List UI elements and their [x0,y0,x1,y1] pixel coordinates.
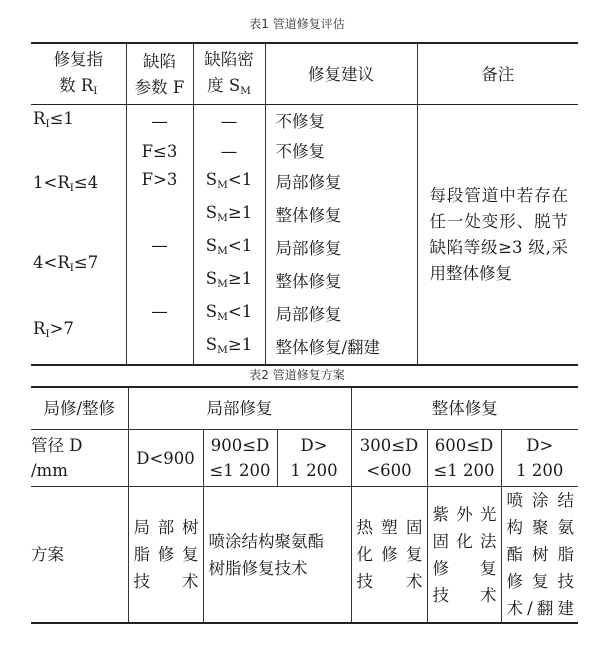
s-cell: $S_M\ge 1$ [193,331,265,365]
diameter-cell: 300≤D <600 [351,430,427,487]
f-cell: — [126,232,193,298]
advice-cell: 不修复 [265,138,417,166]
plan-cell: 局部树 脂修复 技术 [128,487,203,624]
whole-repair-header: 整体修复 [351,387,578,430]
plan-cell: 热塑固 化修复 技术 [351,487,427,624]
ri-cell: $1<R_I\le 4$ [33,172,99,194]
diameter-cell: 600≤D ≤1 200 [427,430,501,487]
table-row [31,487,578,624]
advice-cell: 局部修复 [265,298,417,331]
plan-label: 方案 [31,487,128,624]
header-remark: 备注 [417,43,578,105]
ri-cell: $4<R_I\le 7$ [33,252,99,274]
plan-cell: 喷涂结 构聚氨 酯树脂 修复技 术/翻建 [501,487,578,624]
s-cell: $S_M\ge 1$ [193,199,265,232]
s-cell: $S_M<1$ [193,232,265,265]
f-cell: F>3 [126,166,193,232]
advice-cell: 整体修复 [265,199,417,232]
local-repair-header: 局部修复 [128,387,351,430]
f-cell: F≤3 [126,138,193,166]
header-defect-param: 缺陷 参数 F [126,43,193,105]
table-row [31,430,578,487]
repair-type-label: 局修/整修 [31,387,128,430]
table1-caption: 表1 管道修复评估 [249,17,345,31]
repair-plan-table [31,386,578,624]
diameter-cell: 900≤D ≤1 200 [203,430,277,487]
plan-cell: 紫外光 固化法 修 复 技术 [427,487,501,624]
header-repair-index: 修复指 数 $R_I$ [31,43,126,105]
advice-cell: 局部修复 [265,232,417,265]
advice-cell: 整体修复/翻建 [265,331,417,365]
advice-cell: 整体修复 [265,265,417,298]
advice-cell: 不修复 [265,105,417,139]
s-cell: $S_M<1$ [193,298,265,331]
ri-cell: $R_I>7$ [33,318,74,340]
diameter-cell: D<900 [128,430,203,487]
diameter-cell: D> 1 200 [277,430,351,487]
table1-header-row [31,43,578,105]
s-cell: $S_M<1$ [193,166,265,199]
f-cell: — [126,105,193,139]
ri-cell: $R_I\le 1$ [33,109,74,130]
header-repair-index-symbol: 数 R [59,75,94,95]
s-cell: $S_M\ge 1$ [193,265,265,298]
remark-cell: 每段管道中若存在任一处变形、脱节缺陷等级≥3 级,采用整体修复 [417,105,578,366]
repair-evaluation-table [31,42,578,366]
table-row [31,105,578,139]
s-cell: — [193,138,265,166]
diameter-label: 管径 D /mm [31,430,128,487]
plan-cell: 喷涂结构聚氨酯 树脂修复技术 [203,487,351,624]
f-cell: — [126,298,193,365]
header-advice: 修复建议 [265,43,417,105]
diameter-cell: D> 1 200 [501,430,578,487]
header-defect-density: 缺陷密 度 $S_M$ [193,43,265,105]
table2-caption: 表2 管道修复方案 [249,368,345,382]
advice-cell: 局部修复 [265,166,417,199]
table2-header-row [31,387,578,430]
s-cell: — [193,105,265,139]
